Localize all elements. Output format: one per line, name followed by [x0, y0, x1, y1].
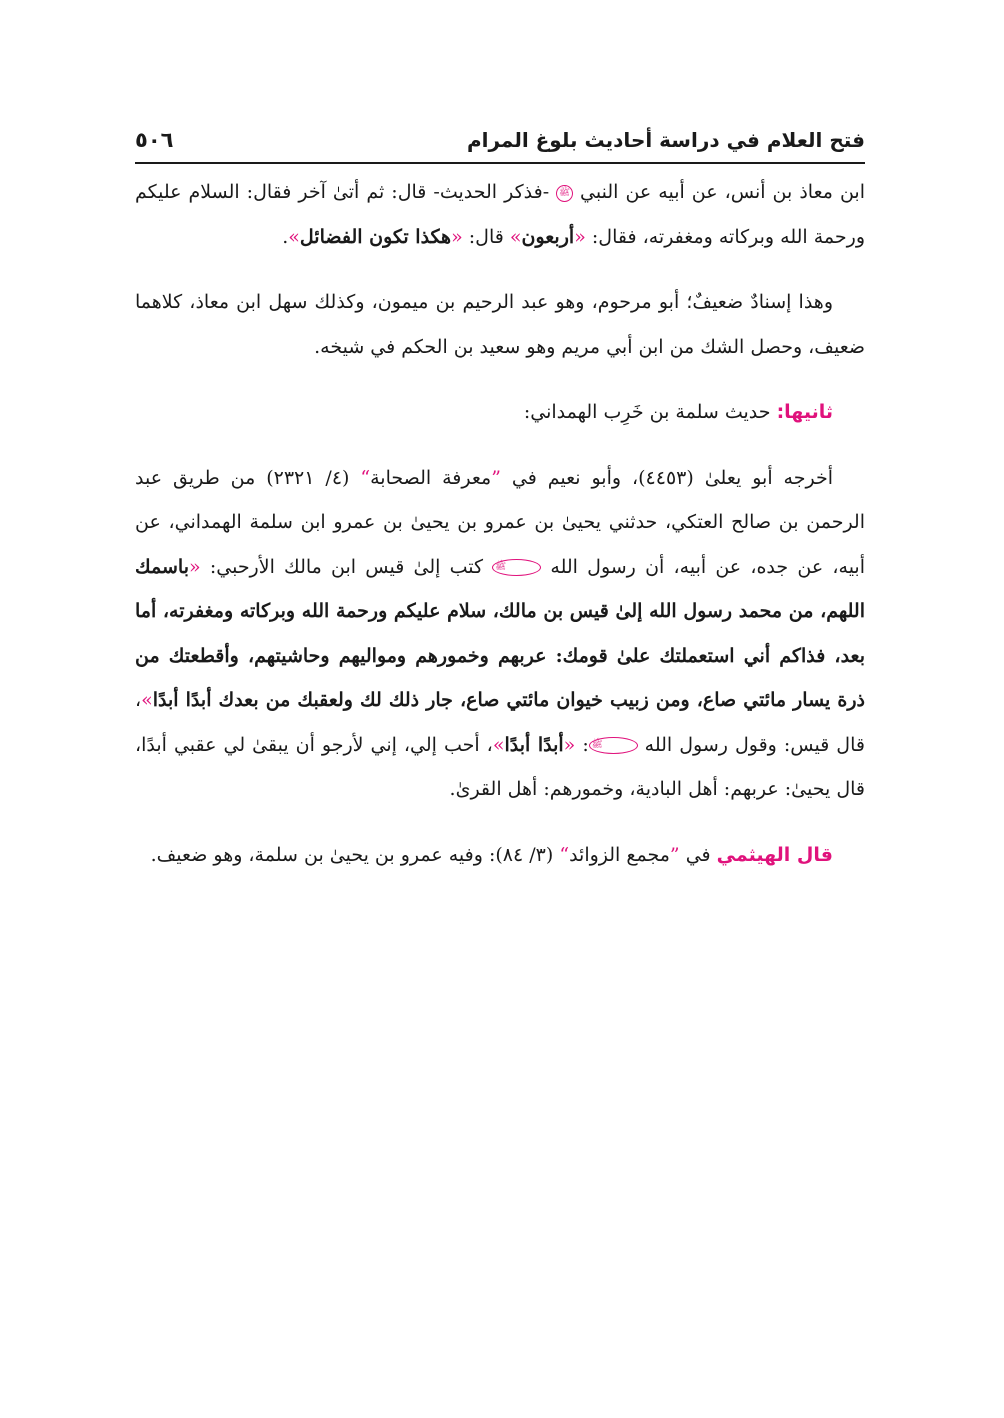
p1-text-d: قال: [468, 225, 504, 248]
p1-quote-1: أربعون [521, 225, 575, 248]
p1-text-f: . [282, 225, 289, 248]
salawat-mark: ﷺ [556, 185, 573, 202]
quote-open: « [451, 225, 463, 248]
p1-text-a: ابن معاذ بن أنس، عن أبيه عن النبي [580, 181, 865, 203]
p5-text-c: (٣/ ٨٤): وفيه عمرو بن يحيىٰ بن سلمة، وهو ضعيف. [150, 843, 554, 866]
quote-close: » [509, 225, 522, 248]
p4-source-title: معرفة الصحابة [370, 466, 492, 489]
title-quote-open: ” [669, 843, 680, 866]
paragraph-4 [135, 456, 865, 812]
haythami-label: قال الهيثمي [716, 843, 833, 866]
p4-text-i: ، أحب إلي، إني لأرجو أن يبقىٰ لي عقبي أبدًا، قال يحيىٰ: عربهم: أهل البادية، وخمورهم: أهل القرىٰ. [135, 733, 865, 800]
p4-text-c: (٤/ ٢٣٢١) من طريق عبد الرحمن بن صالح العتكي، حدثني يحيىٰ بن عمرو بن يحيىٰ بن عمرو ابن سلمة الهمداني، عن أبيه، عن جده، عن أبيه، أن رسول الله [135, 466, 865, 578]
quote-open: « [574, 225, 586, 248]
quote-close: » [141, 689, 153, 711]
paragraph-3 [135, 390, 865, 435]
p1-text-b: -فذكر الحديث- قال: ثم أتىٰ آخر فقال: السلام عليكم ورحمة الله وبركاته ومغفرته، فقال: [135, 181, 865, 248]
running-head [135, 128, 865, 164]
title-quote-open: ” [491, 466, 501, 489]
p4-quote-abadan: أبدًا أبدًا [504, 733, 564, 756]
p5-text-a: في [685, 843, 711, 866]
paragraph-2: وهذا إسنادٌ ضعيفٌ؛ أبو مرحوم، وهو عبد الرحيم بن ميمون، وكذلك سهل ابن معاذ، كلاهما ضعيف، وحصل الشك من ابن أبي مريم وهو سعيد بن الحكم في شيخه. [135, 291, 865, 358]
p3-text: حديث سلمة بن خَرِب الهمداني: [523, 401, 771, 423]
quote-close: » [492, 733, 505, 756]
quote-close: » [288, 225, 300, 248]
title-quote-close: “ [559, 843, 570, 866]
p5-source-title: مجمع الزوائد [569, 843, 670, 866]
p4-text-d: كتب إلىٰ قيس ابن مالك الأرحبي: [209, 555, 484, 578]
p4-text-f: ، قال قيس: وقول رسول الله [135, 689, 865, 756]
p1-quote-2: هكذا تكون الفضائل [299, 225, 452, 248]
page-number: ٥٠٦ [135, 128, 174, 152]
salawat-mark: ﷺ [492, 559, 541, 576]
page [135, 128, 865, 877]
quote-open: « [189, 555, 201, 578]
p4-letter-text: باسمك اللهم، من محمد رسول الله إلىٰ قيس بن مالك، سلام عليكم ورحمة الله وبركاته ومغفرته، أما بعد، فذاكم أني استعملتك علىٰ قومك: عربهم وخمورهم ومواليهم وحاشيتهم، وأقطعتك من ذرة يسار مائتي صاع، ومن زبيب خيوان مائتي صاع، جار ذلك لك ولعقبك من بعدك أبدًا أبدًا [135, 555, 865, 711]
quote-open: « [563, 733, 576, 756]
section-label: ثانيها: [776, 401, 833, 423]
paragraph-1 [135, 170, 865, 259]
paragraph-5 [135, 833, 865, 878]
book-title: فتح العلام في دراسة أحاديث بلوغ المرام [466, 128, 865, 152]
p4-text-a: أخرجه أبو يعلىٰ (٤٤٥٣)، وأبو نعيم في [511, 466, 833, 489]
title-quote-close: “ [360, 466, 371, 489]
p4-text-g: : [582, 733, 589, 756]
salawat-mark: ﷺ [589, 737, 638, 754]
